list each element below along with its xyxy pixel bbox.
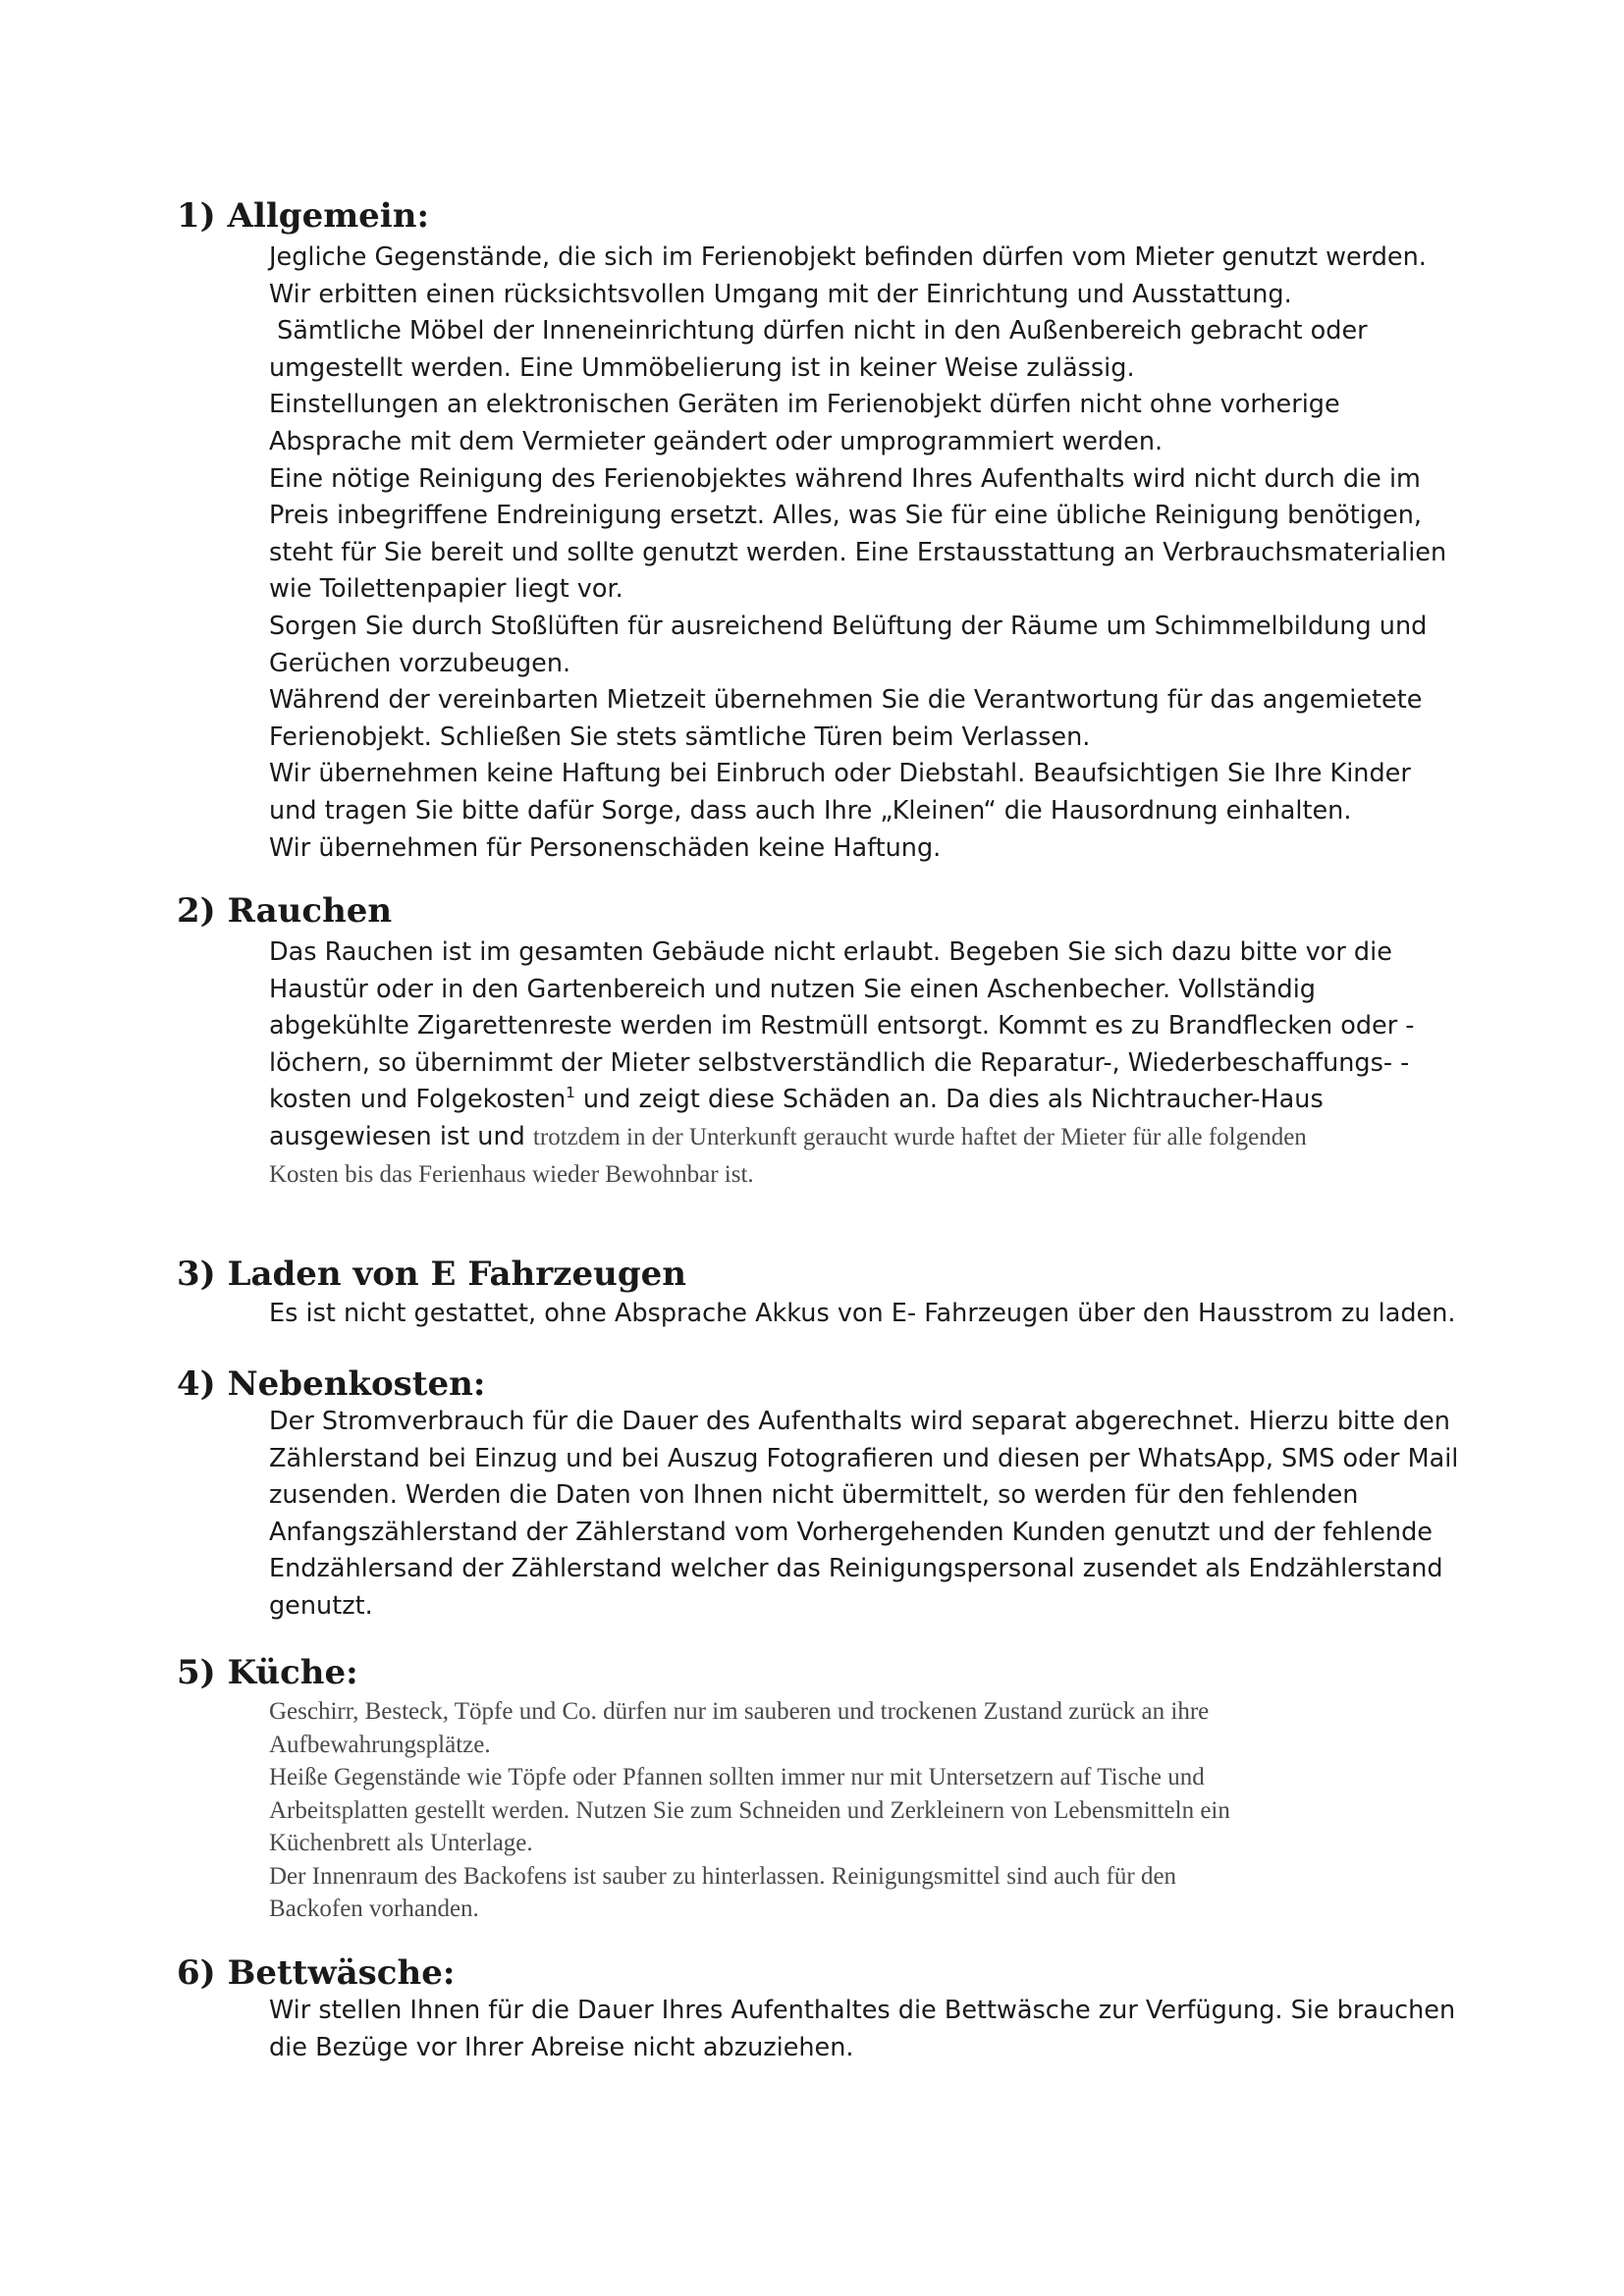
text-line: Während der vereinbarten Mietzeit übernehmen Sie die Verantwortung für das angemietete <box>269 685 1423 716</box>
text-line: Der Stromverbrauch für die Dauer des Aufenthalts wird separat abgerechnet. Hierzu bitte den <box>269 1407 1450 1436</box>
text-line: Es ist nicht gestattet, ohne Absprache Akkus von E- Fahrzeugen über den Hausstrom zu laden. <box>269 1299 1456 1328</box>
section-body <box>269 934 1415 1193</box>
section-body <box>269 1695 1230 1926</box>
text-line: Gerüchen vorzubeugen. <box>269 648 571 678</box>
text-line <box>269 1119 1415 1156</box>
text-fragment: und zeigt diese Schäden an. Da dies als Nichtraucher-Haus <box>574 1085 1324 1115</box>
text-line: Absprache mit dem Vermieter geändert oder umprogrammiert werden. <box>269 426 1164 456</box>
section-body <box>269 1404 1458 1626</box>
text-line: steht für Sie bereit und sollte genutzt werden. Eine Erstausstattung an Verbrauchsmaterialien <box>269 537 1447 567</box>
section-body <box>269 240 1446 867</box>
text-fragment: trotzdem in der Unterkunft geraucht wurde haftet der Mieter für alle folgenden <box>532 1123 1307 1150</box>
text-fragment: ausgewiesen ist und <box>269 1121 533 1151</box>
text-line: Preis inbegriffene Endreinigung ersetzt. Alles, was Sie für eine übliche Reinigung benötigen, <box>269 501 1422 531</box>
text-line: Wir erbitten einen rücksichtsvollen Umgang mit der Einrichtung und Ausstattung. <box>269 279 1292 309</box>
text-line: Wir übernehmen keine Haftung bei Einbruch oder Diebstahl. Beaufsichtigen Sie Ihre Kinder <box>269 759 1411 789</box>
text-line: Endzählersand der Zählerstand welcher das Reinigungspersonal zusendet als Endzählerstand <box>269 1554 1443 1584</box>
text-line: Zählerstand bei Einzug und bei Auszug Fotografieren und diesen per WhatsApp, SMS oder Mail <box>269 1443 1459 1473</box>
text-line: Aufbewahrungsplätze. <box>269 1731 491 1758</box>
text-line: Der Innenraum des Backofens ist sauber zu hinterlassen. Reinigungsmittel sind auch für den <box>269 1862 1177 1890</box>
text-line: zusenden. Werden die Daten von Ihnen nicht übermittelt, so werden für den fehlenden <box>269 1480 1359 1511</box>
text-line: abgekühlte Zigarettenreste werden im Restmüll entsorgt. Kommt es zu Brandflecken oder - <box>269 1011 1415 1041</box>
text-line: Wir stellen Ihnen für die Dauer Ihres Aufenthaltes die Bettwäsche zur Verfügung. Sie brauchen <box>269 1996 1456 2025</box>
text-line: Jegliche Gegenstände, die sich im Ferienobjekt befinden dürfen vom Mieter genutzt werden. <box>269 242 1427 272</box>
text-line: Einstellungen an elektronischen Geräten im Ferienobjekt dürfen nicht ohne vorherige <box>269 390 1340 420</box>
section-heading: 2) Rauchen <box>177 891 393 931</box>
section-heading: 3) Laden von E Fahrzeugen <box>177 1255 686 1294</box>
section-body <box>269 1993 1455 2066</box>
section-body <box>269 1296 1455 1333</box>
section-heading: 6) Bettwäsche: <box>177 1953 456 1993</box>
text-line: Heiße Gegenstände wie Töpfe oder Pfannen sollten immer nur mit Untersetzern auf Tische und <box>269 1764 1205 1790</box>
text-fragment: kosten und Folgekosten <box>269 1085 567 1115</box>
text-line <box>269 1082 1415 1119</box>
text-line: genutzt. <box>269 1590 373 1621</box>
text-line: und tragen Sie bitte dafür Sorge, dass auch Ihre „Kleinen“ die Hausordnung einhalten. <box>269 795 1352 826</box>
text-line: Kosten bis das Ferienhaus wieder Bewohnbar ist. <box>269 1160 754 1188</box>
text-line: Anfangszählerstand der Zählerstand vom Vorhergehenden Kunden genutzt und der fehlende <box>269 1517 1433 1547</box>
footnote-marker: 1 <box>566 1084 575 1102</box>
text-line: Sorgen Sie durch Stoßlüften für ausreichend Belüftung der Räume um Schimmelbildung und <box>269 611 1428 641</box>
section-heading: 4) Nebenkosten: <box>177 1364 486 1404</box>
text-line: wie Toilettenpapier liegt vor. <box>269 574 623 605</box>
text-line: Eine nötige Reinigung des Ferienobjektes während Ihres Aufenthalts wird nicht durch die im <box>269 463 1421 494</box>
text-line: Sämtliche Möbel der Inneneinrichtung dürfen nicht in den Außenbereich gebracht oder <box>269 316 1368 347</box>
text-line: Küchenbrett als Unterlage. <box>269 1830 533 1856</box>
text-line: Das Rauchen ist im gesamten Gebäude nicht erlaubt. Begeben Sie sich dazu bitte vor die <box>269 937 1392 967</box>
text-line: die Bezüge vor Ihrer Abreise nicht abzuziehen. <box>269 2032 854 2062</box>
section-heading: 5) Küche: <box>177 1653 358 1692</box>
section-heading: 1) Allgemein: <box>177 196 429 236</box>
text-line: umgestellt werden. Eine Ummöbelierung ist in keiner Weise zulässig. <box>269 352 1135 383</box>
text-line: Ferienobjekt. Schließen Sie stets sämtliche Türen beim Verlassen. <box>269 721 1091 752</box>
text-line: löchern, so übernimmt der Mieter selbstverständlich die Reparatur-, Wiederbeschaffungs- - <box>269 1047 1410 1078</box>
text-line: Wir übernehmen für Personenschäden keine Haftung. <box>269 832 942 863</box>
text-line: Geschirr, Besteck, Töpfe und Co. dürfen nur im sauberen und trockenen Zustand zurück an ihre <box>269 1698 1210 1725</box>
text-line: Backofen vorhanden. <box>269 1896 479 1922</box>
text-line: Haustür oder in den Gartenbereich und nutzen Sie einen Aschenbecher. Vollständig <box>269 974 1316 1004</box>
text-line: Arbeitsplatten gestellt werden. Nutzen Sie zum Schneiden und Zerkleinern von Lebensmitteln ein <box>269 1796 1230 1824</box>
